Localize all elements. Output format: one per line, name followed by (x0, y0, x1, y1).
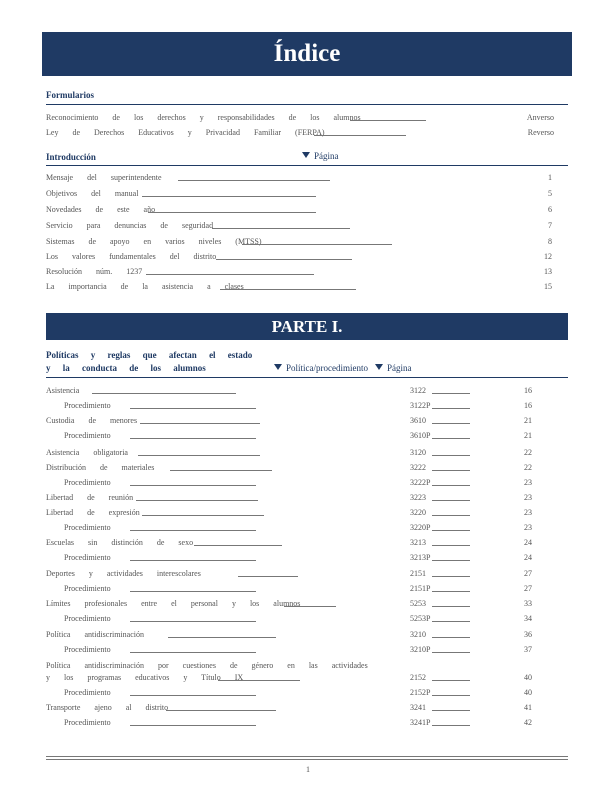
item-page: 15 (544, 282, 552, 291)
item-page: 8 (548, 237, 552, 246)
item-label: Mensaje del superintendente (46, 173, 162, 182)
item-label: Procedimiento (64, 401, 111, 410)
table-row (46, 551, 532, 564)
part1-heading-line2: y la conducta de los alumnos (46, 363, 206, 373)
leader-line (140, 423, 260, 424)
item-label: Resolución núm. 1237 (46, 267, 143, 276)
code-line (432, 438, 470, 439)
leader-line (218, 680, 300, 681)
item-label: Procedimiento (64, 431, 111, 440)
item-code: 3610 (410, 416, 426, 425)
leader-line (130, 621, 256, 622)
list-item (46, 219, 552, 232)
leader-line (142, 196, 316, 197)
item-label: Custodia de menores (46, 416, 138, 425)
list-item (46, 250, 552, 263)
item-label: Procedimiento (64, 523, 111, 532)
item-label: Escuelas sin distinción de sexo (46, 538, 194, 547)
triangle-down-icon (274, 364, 282, 370)
leader-line (130, 652, 256, 653)
item-label: Procedimiento (64, 614, 111, 623)
item-label: Libertad de reunión (46, 493, 134, 502)
table-row (46, 597, 532, 610)
list-item (46, 111, 554, 124)
part1-title: PARTE I. (271, 317, 343, 336)
item-code: 3241P (410, 718, 431, 727)
item-page: 7 (548, 221, 552, 230)
leader-line (314, 135, 406, 136)
item-page: 16 (524, 386, 532, 395)
table-row (46, 567, 532, 580)
part1-rule (46, 377, 568, 378)
table-row (46, 701, 532, 714)
leader-line (138, 455, 260, 456)
item-label: Objetivos del manual (46, 189, 139, 198)
item-code: 5253P (410, 614, 431, 623)
page-title: Índice (273, 40, 341, 67)
item-page: 22 (524, 448, 532, 457)
code-line (432, 485, 470, 486)
item-page: 33 (524, 599, 532, 608)
item-page: 1 (548, 173, 552, 182)
code-line (432, 560, 470, 561)
item-page: 37 (524, 645, 532, 654)
item-page: 5 (548, 189, 552, 198)
code-line (432, 393, 470, 394)
code-line (432, 591, 470, 592)
leader-line (220, 289, 356, 290)
code-line (432, 455, 470, 456)
code-line (432, 530, 470, 531)
leader-line (194, 545, 282, 546)
item-label: Procedimiento (64, 553, 111, 562)
item-page: 41 (524, 703, 532, 712)
item-page: 12 (544, 252, 552, 261)
part1-heading-line1: Políticas y reglas que afectan el estado (46, 350, 253, 360)
item-code: 3122 (410, 386, 426, 395)
formularios-rule (46, 104, 568, 105)
item-page: 27 (524, 569, 532, 578)
page-column-label: Página (387, 363, 412, 373)
item-code: 2152 (410, 673, 426, 682)
leader-line (178, 180, 330, 181)
item-code: 3210 (410, 630, 426, 639)
leader-line (130, 591, 256, 592)
item-label: Procedimiento (64, 584, 111, 593)
item-page: 6 (548, 205, 552, 214)
item-code: 3120 (410, 448, 426, 457)
item-code: 3610P (410, 431, 431, 440)
table-row (46, 414, 532, 427)
page-title-banner (42, 32, 572, 76)
leader-line (146, 274, 314, 275)
item-label: Política antidiscriminación por cuestiones de género en las actividades (46, 661, 368, 670)
page-column-header (302, 151, 339, 161)
item-code: 3122P (410, 401, 431, 410)
item-label: Asistencia (46, 386, 80, 395)
item-label: Reconocimiento de los derechos y responsabilidades de los alumnos (46, 113, 361, 122)
item-page: 40 (524, 688, 532, 697)
item-page: 40 (524, 673, 532, 682)
code-line (432, 637, 470, 638)
item-page: 21 (524, 431, 532, 440)
item-code: 3220P (410, 523, 431, 532)
item-page: 21 (524, 416, 532, 425)
item-label: Libertad de expresión (46, 508, 140, 517)
code-line (432, 515, 470, 516)
list-item (46, 235, 552, 248)
leader-line (136, 500, 258, 501)
leader-line (130, 530, 256, 531)
list-item (46, 280, 552, 293)
list-item (46, 203, 552, 216)
leader-line (350, 120, 426, 121)
code-line (432, 606, 470, 607)
table-row (46, 384, 532, 397)
triangle-down-icon (302, 152, 310, 158)
leader-line (284, 606, 336, 607)
item-label: Deportes y actividades interescolares (46, 569, 201, 578)
leader-line (130, 560, 256, 561)
item-label: Procedimiento (64, 688, 111, 697)
list-item (46, 171, 552, 184)
code-line (432, 652, 470, 653)
item-page: 24 (524, 538, 532, 547)
page-number: 1 (306, 765, 310, 774)
item-page: 42 (524, 718, 532, 727)
policy-column-header (274, 363, 368, 373)
leader-line (130, 695, 256, 696)
leader-line (130, 725, 256, 726)
page-column-header (375, 363, 412, 373)
item-label: Distribución de materiales (46, 463, 155, 472)
leader-line (130, 438, 256, 439)
item-code: 5253 (410, 599, 426, 608)
page-column-label: Página (314, 151, 339, 161)
item-page: Anverso (526, 113, 554, 122)
formularios-heading: Formularios (46, 90, 94, 100)
code-line (432, 710, 470, 711)
item-page: 13 (544, 267, 552, 276)
introduccion-heading: Introducción (46, 152, 96, 162)
item-label: Ley de Derechos Educativos y Privacidad Familiar (FERPA) (46, 128, 325, 137)
leader-line (92, 393, 236, 394)
item-page: 22 (524, 463, 532, 472)
item-code: 3241 (410, 703, 426, 712)
code-line (432, 725, 470, 726)
leader-line (238, 576, 298, 577)
table-row (46, 612, 532, 625)
footer-rule-bottom (46, 759, 568, 760)
item-code: 3213P (410, 553, 431, 562)
item-code: 3220 (410, 508, 426, 517)
code-line (432, 408, 470, 409)
item-label: Política antidiscriminación (46, 630, 144, 639)
leader-line (130, 408, 256, 409)
item-label: Procedimiento (64, 478, 111, 487)
table-row (46, 536, 532, 549)
item-label: Novedades de este año (46, 205, 156, 214)
item-page: 24 (524, 553, 532, 562)
item-page: 23 (524, 523, 532, 532)
item-label-continued: y los programas educativos y Título IX (46, 673, 244, 682)
policy-column-label: Política/procedimiento (286, 363, 368, 373)
item-code: 3222 (410, 463, 426, 472)
table-row (46, 476, 532, 489)
table-row (46, 506, 532, 519)
table-row (46, 399, 532, 412)
table-row (46, 521, 532, 534)
table-row (46, 643, 532, 656)
table-row (46, 628, 532, 641)
table-row (46, 446, 532, 459)
list-item (46, 265, 552, 278)
item-label: Procedimiento (64, 645, 111, 654)
leader-line (168, 637, 276, 638)
code-line (432, 423, 470, 424)
leader-line (148, 212, 316, 213)
item-code: 2151 (410, 569, 426, 578)
item-page: 34 (524, 614, 532, 623)
leader-line (212, 228, 350, 229)
code-line (432, 500, 470, 501)
leader-line (242, 244, 392, 245)
item-page: 23 (524, 508, 532, 517)
item-code: 2152P (410, 688, 431, 697)
item-code: 3210P (410, 645, 431, 654)
code-line (432, 695, 470, 696)
table-row (46, 716, 532, 729)
triangle-down-icon (375, 364, 383, 370)
table-row (46, 686, 532, 699)
item-page: 27 (524, 584, 532, 593)
table-row (46, 429, 532, 442)
code-line (432, 576, 470, 577)
item-code: 3213 (410, 538, 426, 547)
list-item (46, 126, 554, 139)
item-page: 36 (524, 630, 532, 639)
item-page: 16 (524, 401, 532, 410)
table-row (46, 461, 532, 474)
leader-line (130, 485, 256, 486)
item-label: Transporte ajeno al distrito (46, 703, 169, 712)
table-row (46, 582, 532, 595)
item-page: Reverso (527, 128, 554, 137)
leader-line (142, 515, 264, 516)
table-row (46, 659, 532, 685)
item-code: 3222P (410, 478, 431, 487)
code-line (432, 680, 470, 681)
item-label: Límites profesionales entre el personal y los alumnos (46, 599, 301, 608)
item-label: Procedimiento (64, 718, 111, 727)
code-line (432, 470, 470, 471)
item-page: 23 (524, 478, 532, 487)
part1-banner (46, 313, 568, 340)
leader-line (216, 259, 352, 260)
list-item (46, 187, 552, 200)
leader-line (166, 710, 276, 711)
item-label: Los valores fundamentales del distrito (46, 252, 217, 261)
item-label: Asistencia obligatoria (46, 448, 128, 457)
introduccion-rule (46, 165, 568, 166)
table-row (46, 491, 532, 504)
item-code: 2151P (410, 584, 431, 593)
item-page: 23 (524, 493, 532, 502)
item-label: Sistemas de apoyo en varios niveles (MTSS) (46, 237, 262, 246)
code-line (432, 621, 470, 622)
leader-line (170, 470, 272, 471)
item-code: 3223 (410, 493, 426, 502)
item-label: La importancia de la asistencia a clases (46, 282, 244, 291)
footer-rule-top (46, 756, 568, 757)
item-label: Servicio para denuncias de seguridad (46, 221, 214, 230)
code-line (432, 545, 470, 546)
